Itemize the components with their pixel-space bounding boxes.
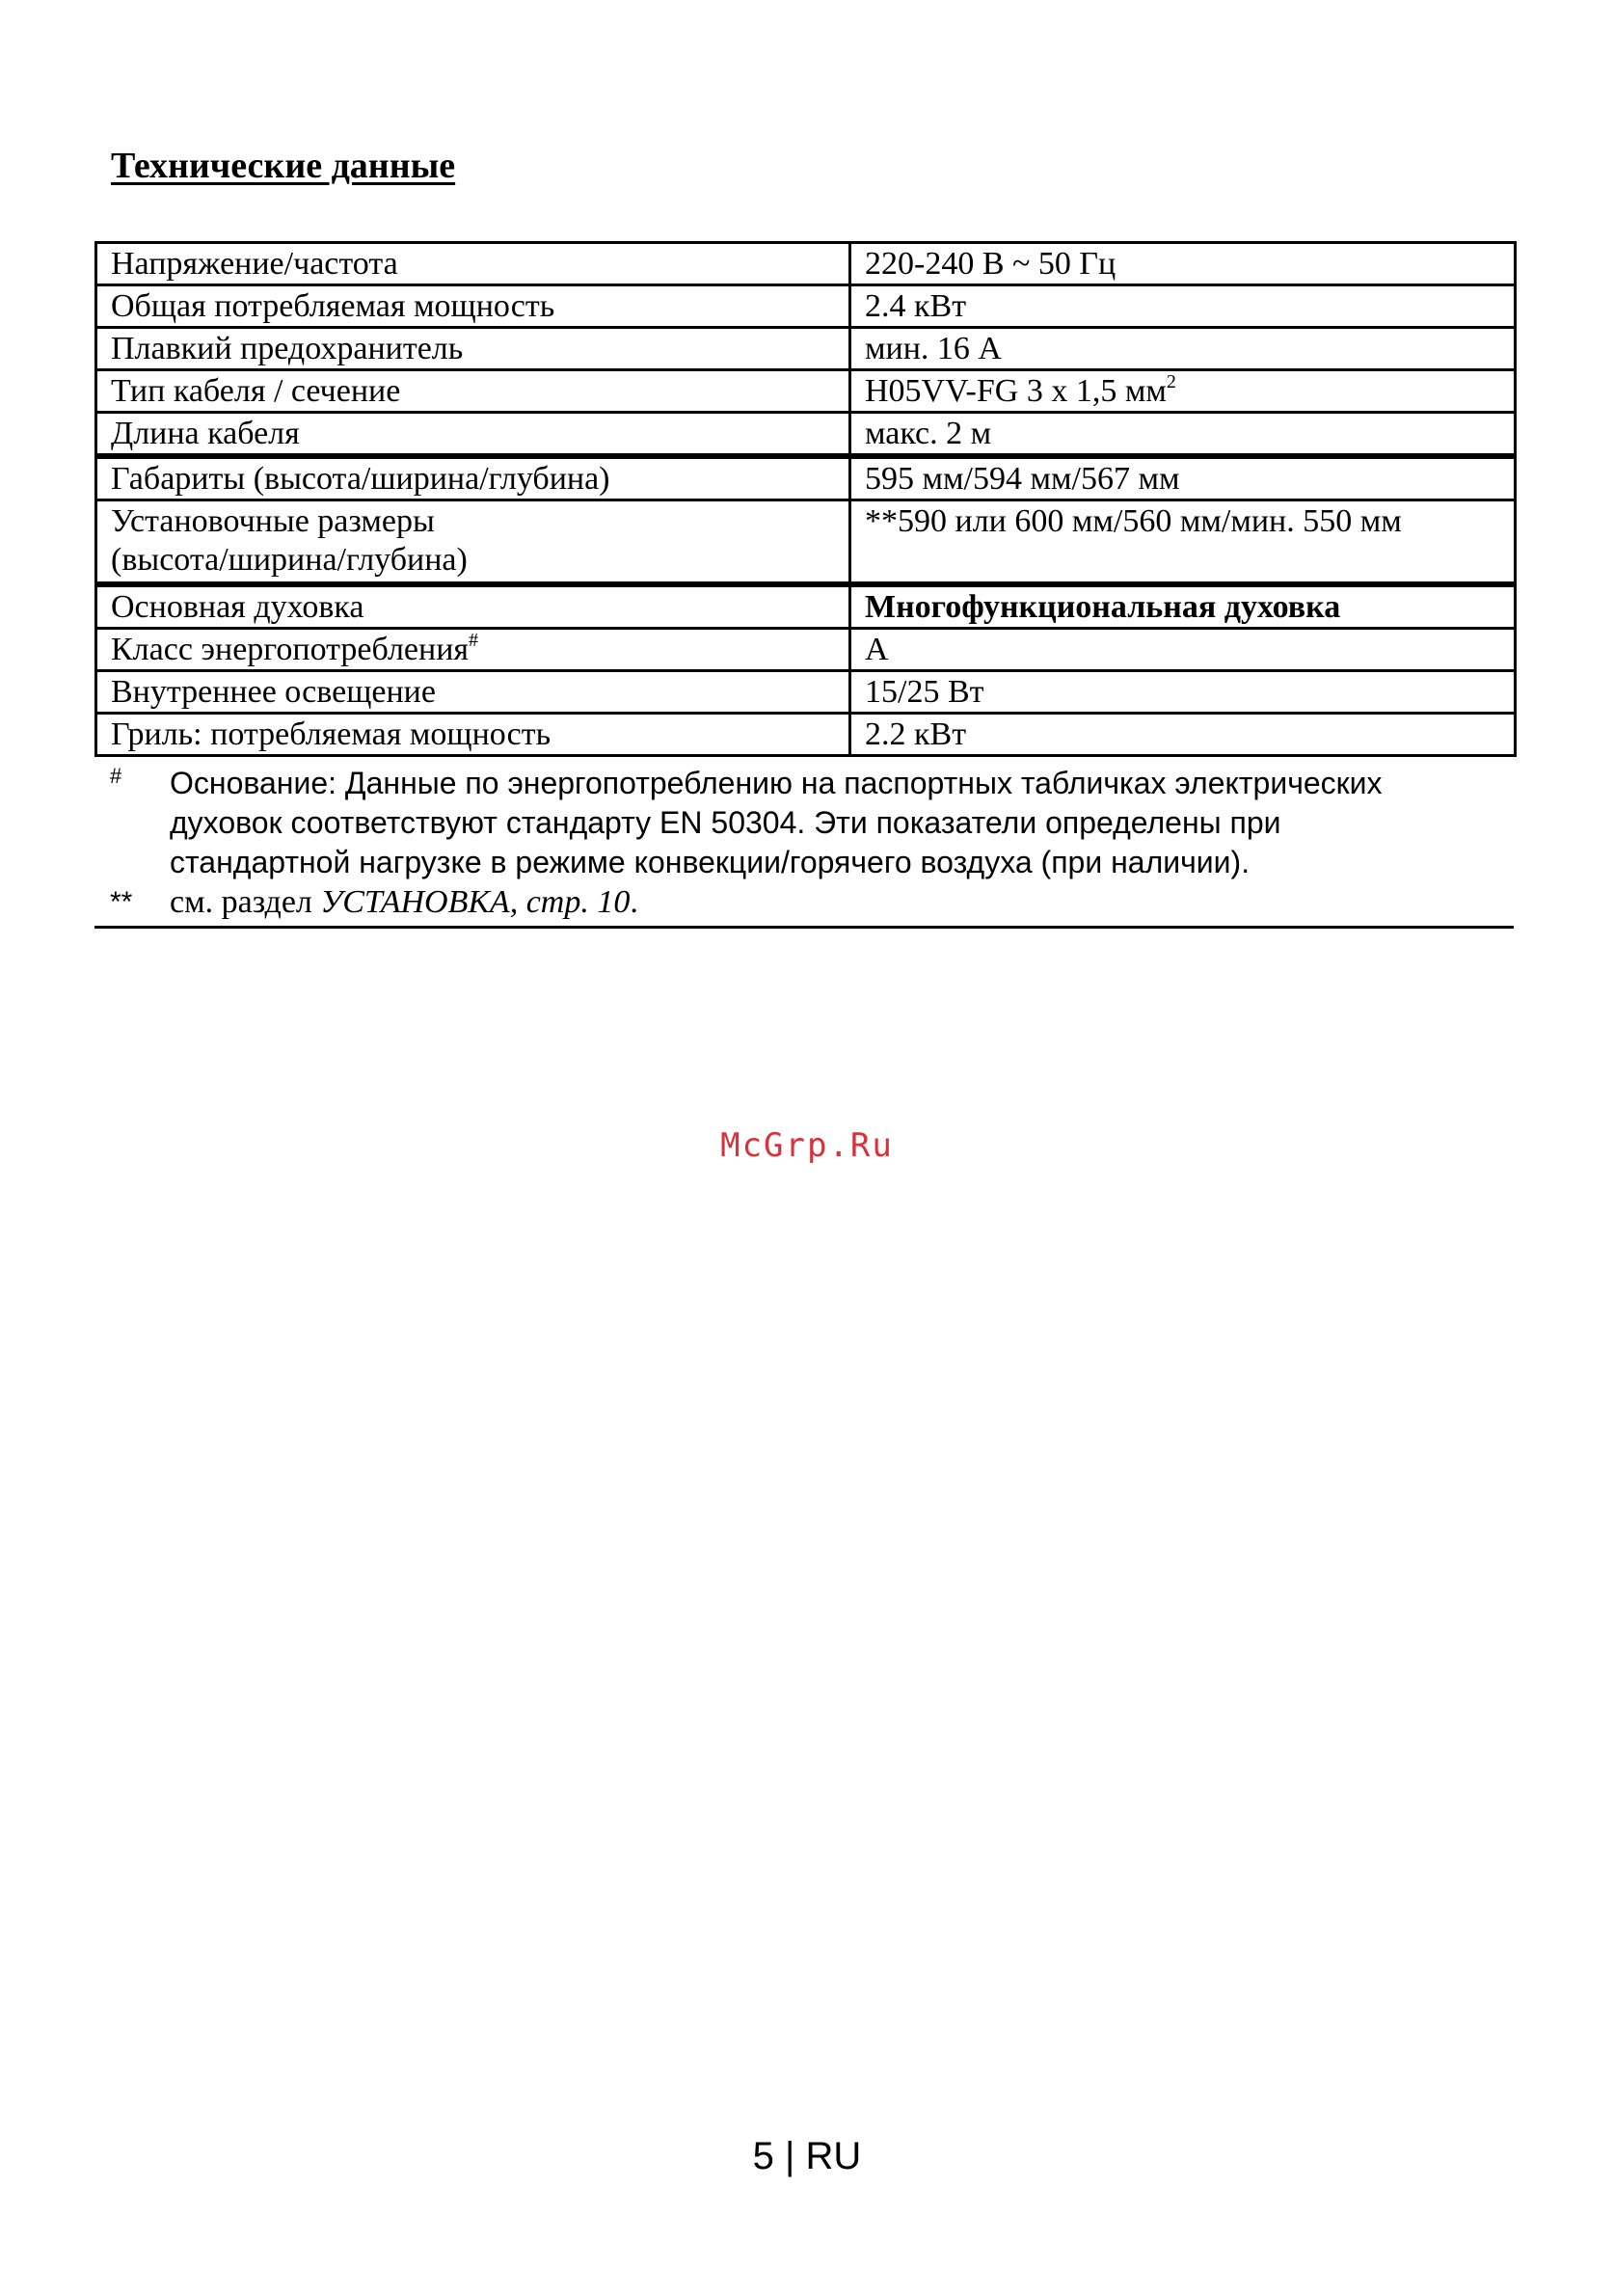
footnote-line: Основание: Данные по энергопотреблению на паспортных табличках электрических [170, 766, 1383, 800]
footnote-hash [94, 764, 1514, 882]
table-row [96, 629, 1516, 671]
spec-label: Плавкий предохранитель [96, 328, 850, 370]
page-title: Технические данные [111, 146, 456, 186]
footnote-line: стандартной нагрузке в режиме конвекции/горячего воздуха (при наличии). [170, 845, 1251, 879]
footnote-line: духовок соответствуют стандарту EN 50304. Эти показатели определены при [170, 805, 1281, 840]
page-number: 5 | RU [752, 2135, 862, 2177]
footnote-text [170, 764, 1514, 882]
table-row [96, 456, 1516, 500]
table-row [96, 714, 1516, 756]
spec-value [850, 370, 1516, 413]
footnotes [94, 764, 1514, 929]
installation-reference: УСТАНОВКА, стр. 10 [320, 884, 631, 920]
table-row [96, 328, 1516, 370]
table-row [96, 584, 1516, 629]
table-row [96, 243, 1516, 285]
table-row [96, 500, 1516, 585]
spec-label: Основная духовка [96, 584, 850, 629]
table-row [96, 671, 1516, 714]
spec-label: Габариты (высота/ширина/глубина) [96, 456, 850, 500]
footnote-mark: ** [110, 886, 133, 918]
spec-label [96, 500, 850, 585]
footnote-text [170, 882, 1514, 922]
spec-label-line: (высота/ширина/глубина) [111, 542, 468, 578]
footnote-ref-hash: # [469, 630, 479, 651]
spec-value: 2.2 кВт [850, 714, 1516, 756]
spec-label: Тип кабеля / сечение [96, 370, 850, 413]
footnote-installation [94, 882, 1514, 922]
watermark: McGrp.Ru [720, 1126, 894, 1165]
spec-label: Общая потребляемая мощность [96, 285, 850, 328]
spec-value: 220-240 В ~ 50 Гц [850, 243, 1516, 285]
superscript-two: 2 [1166, 371, 1176, 392]
spec-value: 595 мм/594 мм/567 мм [850, 456, 1516, 500]
spec-value: 2.4 кВт [850, 285, 1516, 328]
spec-label: Длина кабеля [96, 413, 850, 457]
spec-value: макс. 2 м [850, 413, 1516, 457]
spec-value: Многофункциональная духовка [850, 584, 1516, 629]
footnote-prefix: см. раздел [170, 884, 321, 920]
spec-value: A [850, 629, 1516, 671]
table-row [96, 413, 1516, 457]
spec-value-text: H05VV-FG 3 x 1,5 мм [865, 373, 1167, 409]
spec-label-line: Установочные размеры [111, 503, 435, 539]
spec-value: 15/25 Вт [850, 671, 1516, 714]
spec-value: **590 или 600 мм/560 мм/мин. 550 мм [850, 500, 1516, 585]
footnote-mark: # [110, 764, 122, 788]
spec-label: Гриль: потребляемая мощность [96, 714, 850, 756]
spec-label-text: Класс энергопотребления [111, 632, 470, 667]
technical-data-table [94, 241, 1517, 757]
spec-label [96, 629, 850, 671]
table-row [96, 370, 1516, 413]
table-row [96, 285, 1516, 328]
spec-value: мин. 16 А [850, 328, 1516, 370]
spec-label: Напряжение/частота [96, 243, 850, 285]
spec-label: Внутреннее освещение [96, 671, 850, 714]
footnote-suffix: . [630, 884, 638, 920]
